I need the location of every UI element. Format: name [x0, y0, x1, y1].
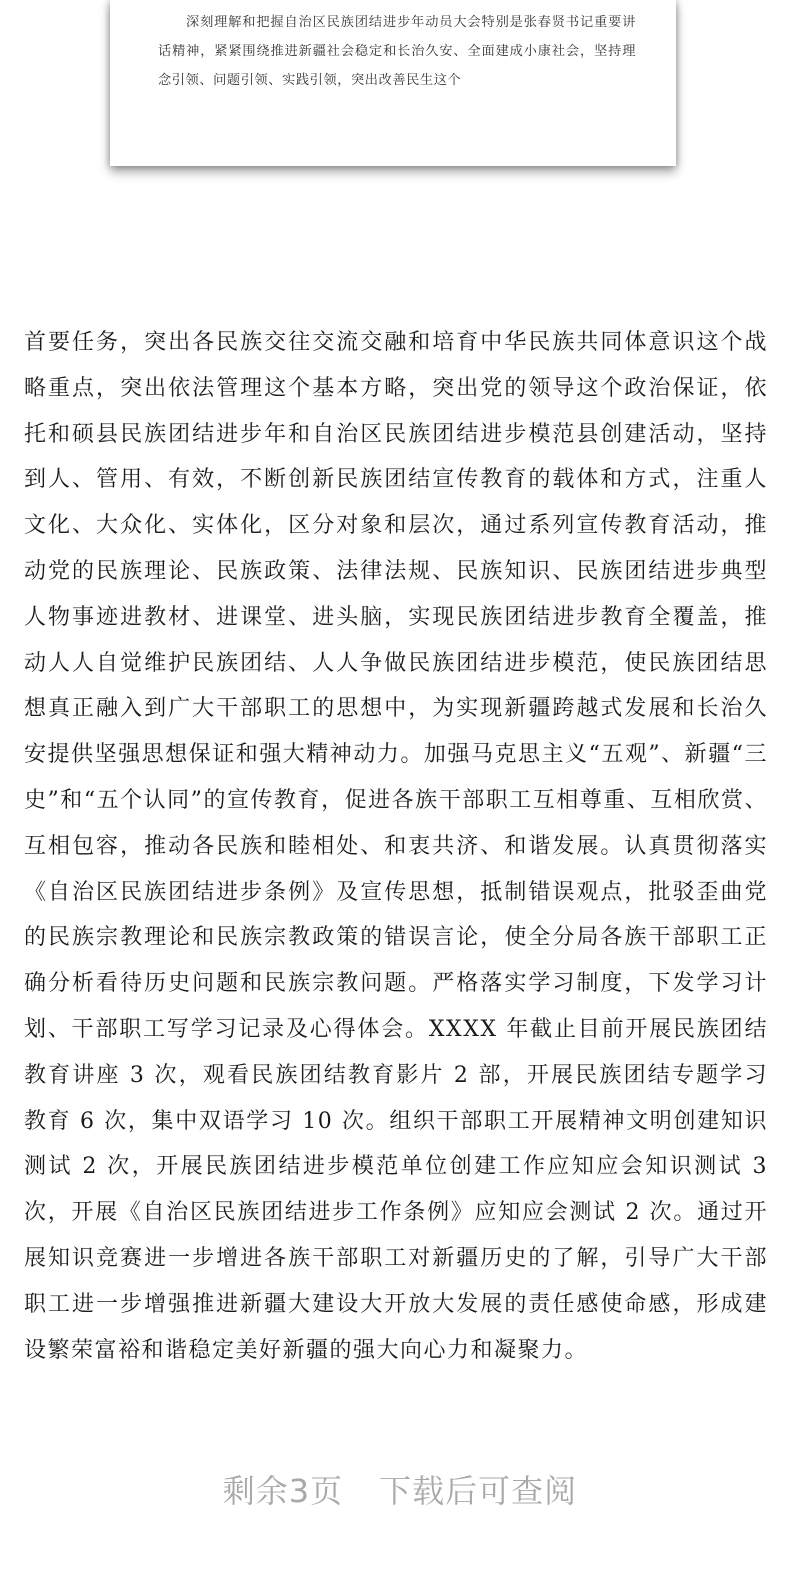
document-body-paragraph: 首要任务，突出各民族交往交流交融和培育中华民族共同体意识这个战略重点，突出依法管理这个基本方略，突出党的领导这个政治保证，依托和硕县民族团结进步年和自治区民族团结进步模范县创建活动，坚持到人、管用、有效，不断创新民族团结宣传教育的载体和方式，注重人文化、大众化、实体化，区分对象和层次，通过系列宣传教育活动，推动党的民族理论、民族政策、法律法规、民族知识、民族团结进步典型人物事迹进教材、进课堂、进头脑，实现民族团结进步教育全覆盖，推动人人自觉维护民族团结、人人争做民族团结进步模范，使民族团结思想真正融入到广大干部职工的思想中，为实现新疆跨越式发展和长治久安提供坚强思想保证和强大精神动力。加强马克思主义“五观”、新疆“三史”和“五个认同”的宣传教育，促进各族干部职工互相尊重、互相欣赏、互相包容，推动各民族和睦相处、和衷共济、和谐发展。认真贯彻落实《自治区民族团结进步条例》及宣传思想，抵制错误观点，批驳歪曲党的民族宗教理论和民族宗教政策的错误言论，使全分局各族干部职工正确分析看待历史问题和民族宗教问题。严格落实学习制度，下发学习计划、干部职工写学习记录及心得体会。XXXX 年截止目前开展民族团结教育讲座 3 次，观看民族团结教育影片 2 部，开展民族团结专题学习教育 6 次，集中双语学习 10 次。组织干部职工开展精神文明创建知识测试 2 次，开展民族团结进步模范单位创建工作应知应会知识测试 3 次，开展《自治区民族团结进步工作条例》应知应会测试 2 次。通过开展知识竞赛进一步增进各族干部职工对新疆历史的了解，引导广大干部职工进一步增强推进新疆大建设大开放大发展的责任感使命感，形成建设繁荣富裕和谐稳定美好新疆的强大向心力和凝聚力。: [24, 330, 768, 1363]
preview-paragraph: 深刻理解和把握自治区民族团结进步年动员大会特别是张春贤书记重要讲话精神，紧紧围绕推进新疆社会稳定和长治久安、全面建成小康社会，坚持理念引领、问题引领、实践引领，突出改善民生这个: [158, 15, 636, 88]
download-prompt[interactable]: [0, 1466, 800, 1512]
download-to-view-label: 下载后可查阅: [379, 1472, 578, 1510]
preview-page-card: [110, 0, 676, 166]
remaining-pages-label: 剩余3页: [222, 1472, 344, 1510]
